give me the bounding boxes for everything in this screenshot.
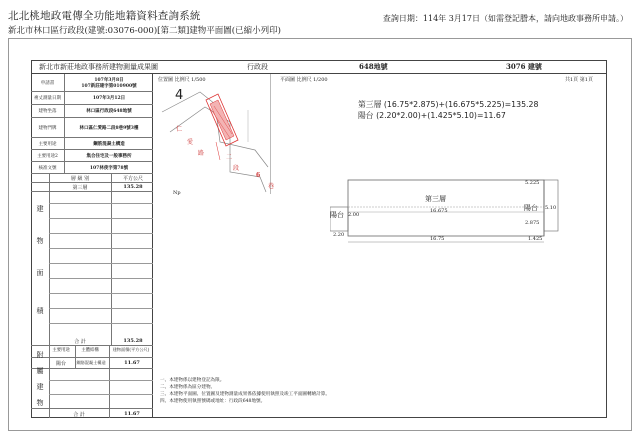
site-plan-number: 4 <box>175 88 184 103</box>
left-balcony-label: 陽台 <box>330 211 344 219</box>
note-1: 一、本建物係以建物登記為限。 <box>160 378 225 383</box>
floor-total-row: 合 計 135.28 <box>31 336 153 346</box>
area-calculation <box>358 99 538 121</box>
calc-line-floor: 第三層 (16.75*2.875)+(16.675*5.225)=135.28 <box>358 100 539 109</box>
dim-balcony-depth: 5.10 <box>545 205 557 211</box>
annex-header-row: 主要用途 主體結構 建物面積(平方公尺) <box>31 346 153 358</box>
dim-bottom-length: 16.75 <box>430 236 445 242</box>
dim-balcony-offset: 1.425 <box>528 236 543 242</box>
road-char-1: 仁 <box>176 126 183 133</box>
land-number: 648地號 <box>359 62 388 71</box>
info-row-application: 申請書 107年3月8日 107新莊建字第010900號 <box>31 74 153 92</box>
floor-header-row: 層 級 別 平方公尺 <box>31 174 153 183</box>
building-info-panel: 申請書 107年3月8日 107新莊建字第010900號 複丈測量日期 107年3月12日 建物坐落 林口區行政段648地號 建物門牌 林口區仁愛路二段8巷9號3樓 主要用途 鋼筋混凝土構造 主要用途2 集合住宅及一般事務所 核准文號 107林使字第78號 層 級 別 平方公尺 第三層 135.28 建 物 面 積 合 計 135.28 主要用途 主體結構 建物面積(平方公尺) 陽台 鋼筋混凝土構造 11.67 附 屬 建 物 合 計 11.67 <box>31 74 153 418</box>
office-title: 新北市新莊地政事務所建物測量成果圖 <box>39 63 158 71</box>
note-4: 四、本建物使用執照號碼或地址：行政段648地號。 <box>160 399 266 404</box>
site-plan-scale: 位置圖 比例尺 1/500 <box>158 77 206 83</box>
survey-notes <box>160 377 330 405</box>
info-row-use: 主要用途2 集合住宅及一般事務所 <box>31 150 153 162</box>
dim-top-length: 16.675 <box>430 208 448 214</box>
annex-row: 陽台 鋼筋混凝土構造 11.67 <box>31 358 153 369</box>
section-name: 行政段 <box>247 63 268 71</box>
page-subtitle: 新北市林口區行政段(建號:03076-000)[第二類]建物平面圖(已縮小列印) <box>8 26 281 36</box>
dim-balcony-width: 2.20 <box>333 232 345 238</box>
page-title: 北北桃地政電傳全功能地籍資料查詢系統 <box>8 10 201 22</box>
floor-plan-scale: 平面圖 比例尺 1/200 <box>280 77 328 83</box>
dim-upper-depth: 5.225 <box>525 180 540 186</box>
dim-lower-depth: 2.875 <box>525 220 540 226</box>
road-char-5: 段 <box>233 165 240 172</box>
building-number: 3076 建號 <box>506 62 542 71</box>
dim-balcony-height: 2.00 <box>348 212 360 218</box>
note-2: 二、本建物係為區分建物。 <box>160 385 216 390</box>
info-row-survey-date: 複丈測量日期 107年3月12日 <box>31 92 153 105</box>
site-plan-label: Np <box>173 190 181 196</box>
floor-plan-page: 共1頁 第1頁 <box>565 77 593 83</box>
calc-line-balcony: 陽台 (2.20*2.00)+(1.425*5.10)=11.67 <box>358 111 506 120</box>
road-char-7: 巷 <box>268 183 275 190</box>
side-label-annex: 附 <box>36 351 44 359</box>
annex-total-row: 合 計 11.67 <box>31 408 153 418</box>
note-3: 三、本建物平面圖、位置圖及建物測量成果係依據使用執照及竣工平面圖轉繪計算。 <box>160 392 330 397</box>
road-char-4: 二 <box>226 154 233 161</box>
road-char-6: 6 <box>256 172 261 179</box>
sheet-topbar <box>31 60 607 74</box>
floor-row: 第三層 135.28 <box>31 183 153 192</box>
right-balcony-label: 陽台 <box>524 204 538 212</box>
query-date: 查詢日期：114年 3月17日（如需登記謄本，請向地政事務所申請。） <box>382 14 628 23</box>
info-row-structure: 主要用途 鋼筋混凝土構造 <box>31 138 153 150</box>
info-row-address: 建物門牌 林口區仁愛路二段8巷9號3樓 <box>31 118 153 138</box>
info-row-permit: 核准文號 107林使字第78號 <box>31 162 153 174</box>
side-label-building: 建 <box>36 205 44 213</box>
road-char-3: 路 <box>198 150 205 157</box>
room-label: 第三層 <box>425 195 446 203</box>
road-char-2: 愛 <box>187 139 194 146</box>
info-row-location: 建物坐落 林口區行政段648地號 <box>31 105 153 118</box>
site-plan-drawing <box>160 82 270 202</box>
